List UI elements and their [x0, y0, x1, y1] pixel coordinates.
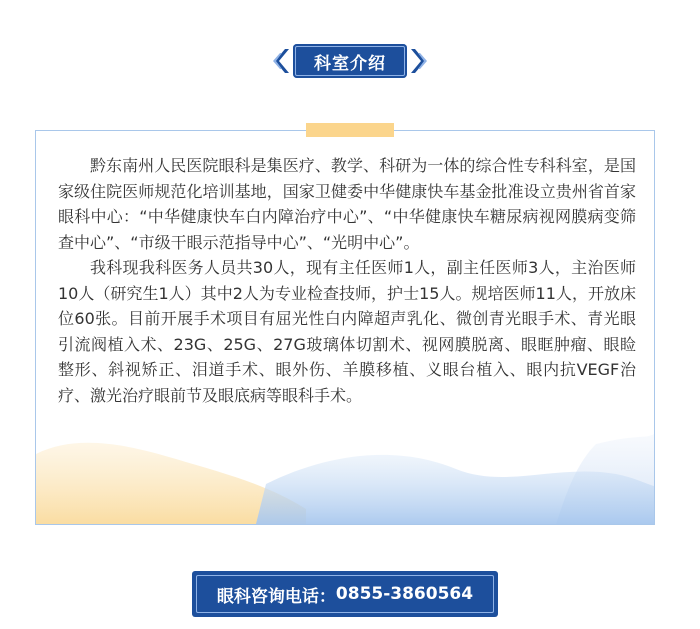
phone-number[interactable]: 0855-3860564 — [335, 584, 474, 604]
chevron-right-icon — [409, 47, 429, 75]
card-top-tab — [306, 123, 394, 137]
watercolor-decoration — [36, 414, 654, 524]
intro-card — [35, 130, 655, 525]
intro-paragraph: 黔东南州人民医院眼科是集医疗、教学、科研为一体的综合性专科科室，是国家级住院医师规范化培训基地，国家卫健委中华健康快车基金批准设立贵州省首家眼科中心：“中华健康快车白内障治疗中心”、“中华健康快车糖尿病视网膜病变筛查中心”、“市级干眼示范指导中心”、“光明中心”。 — [58, 156, 636, 252]
intro-text — [58, 153, 636, 408]
consult-phone-bar[interactable] — [192, 571, 498, 617]
chevron-left-icon — [271, 47, 291, 75]
section-title-badge — [271, 44, 429, 78]
intro-paragraph: 我科现我科医务人员共30人，现有主任医师1人，副主任医师3人，主治医师10人（研究生1人）其中2人为专业检查技师，护士15人。规培医师11人，开放床位60张。目前开展手术项目有屈光性白内障超声乳化、微创青光眼手术、青光眼引流阀植入术、23G、25G、27G玻璃体切割术、视网膜脱离、眼眶肿瘤、眼睑整形、斜视矫正、泪道手术、眼外伤、羊膜移植、义眼台植入、眼内抗VEGF治疗、激光治疗眼前节及眼底病等眼科手术。 — [58, 258, 636, 405]
section-title: 科室介绍 — [293, 44, 407, 78]
phone-label: 眼科咨询电话： — [216, 586, 336, 607]
